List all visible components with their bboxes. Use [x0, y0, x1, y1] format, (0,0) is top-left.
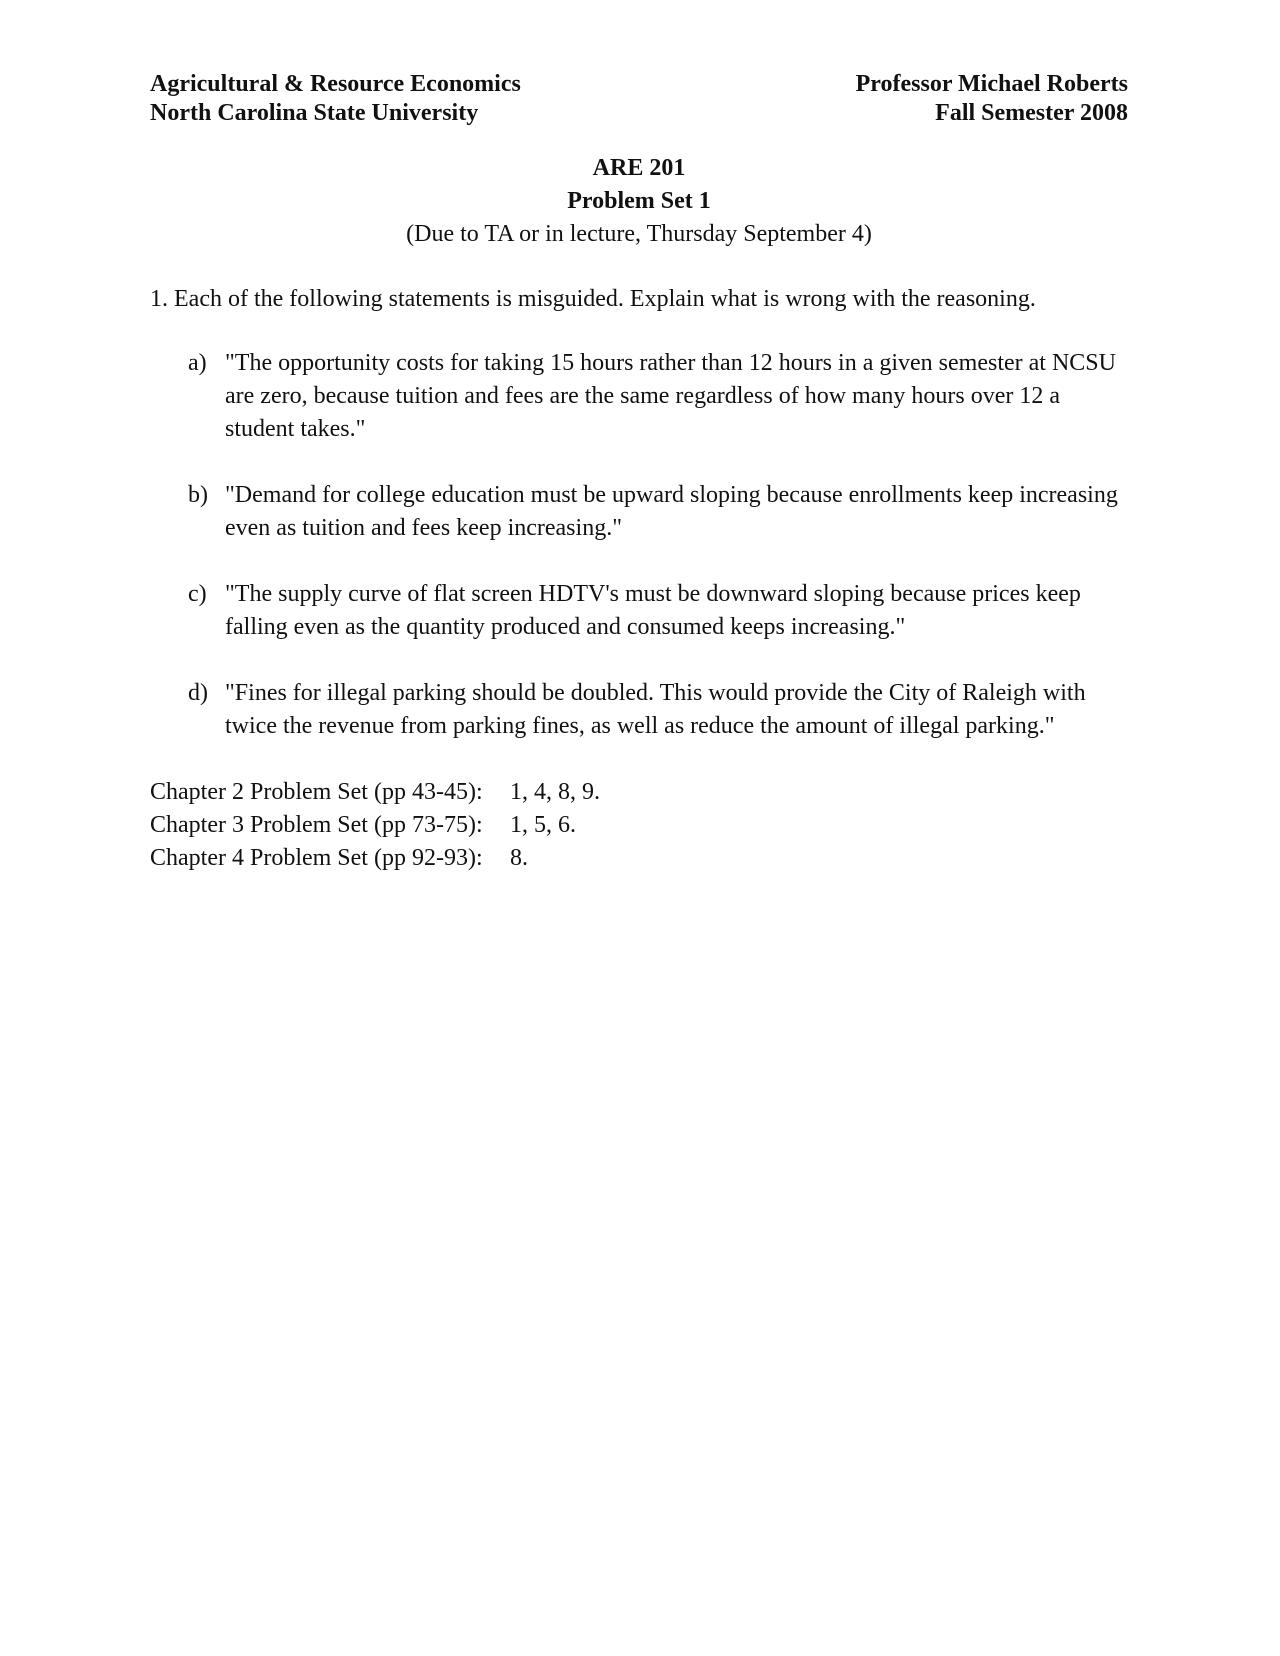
document-header [150, 70, 1128, 128]
item-text: "The opportunity costs for taking 15 hours rather than 12 hours in a given semester at NCSU are zero, because tuition and fees are the same regardless of how many hours over 12 a student takes." [225, 350, 1116, 442]
chapter-label: Chapter 4 Problem Set (pp 92-93): [150, 845, 483, 871]
university-name: North Carolina State University [150, 100, 479, 126]
list-item [188, 677, 1128, 743]
item-letter: a) [188, 350, 207, 376]
item-letter: d) [188, 680, 208, 706]
semester: Fall Semester 2008 [935, 100, 1128, 126]
chapter-row [150, 776, 1128, 809]
professor-name: Professor Michael Roberts [855, 71, 1128, 97]
chapter-problems: 1, 5, 6. [510, 812, 576, 838]
item-text: "The supply curve of flat screen HDTV's must be downward sloping because prices keep falling even as the quantity produced and consumed keeps increasing." [225, 581, 1081, 640]
chapter-row [150, 842, 1128, 875]
document-page [150, 70, 1128, 875]
title-block [150, 152, 1128, 251]
item-text: "Fines for illegal parking should be doubled. This would provide the City of Raleigh with twice the revenue from parking fines, as well as reduce the amount of illegal parking." [225, 680, 1086, 739]
item-letter: b) [188, 482, 208, 508]
item-letter: c) [188, 581, 207, 607]
chapter-label: Chapter 3 Problem Set (pp 73-75): [150, 812, 483, 838]
list-item [188, 479, 1128, 545]
question-1-prompt: 1. Each of the following statements is misguided. Explain what is wrong with the reasoning. [150, 286, 1036, 312]
question-1-items [150, 347, 1128, 743]
chapter-label: Chapter 2 Problem Set (pp 43-45): [150, 779, 483, 805]
chapter-problems: 1, 4, 8, 9. [510, 779, 600, 805]
problem-set-title: Problem Set 1 [567, 188, 711, 214]
header-right [856, 70, 1128, 128]
chapter-problems: 8. [510, 845, 528, 871]
department-name: Agricultural & Resource Economics [150, 71, 521, 97]
course-title: ARE 201 [592, 155, 686, 181]
list-item [188, 578, 1128, 644]
due-date: (Due to TA or in lecture, Thursday September 4) [406, 221, 872, 247]
chapter-row [150, 809, 1128, 842]
list-item [188, 347, 1128, 446]
item-text: "Demand for college education must be upward sloping because enrollments keep increasing even as tuition and fees keep increasing." [225, 482, 1118, 541]
chapter-assignments [150, 776, 1128, 875]
header-left [150, 70, 521, 128]
